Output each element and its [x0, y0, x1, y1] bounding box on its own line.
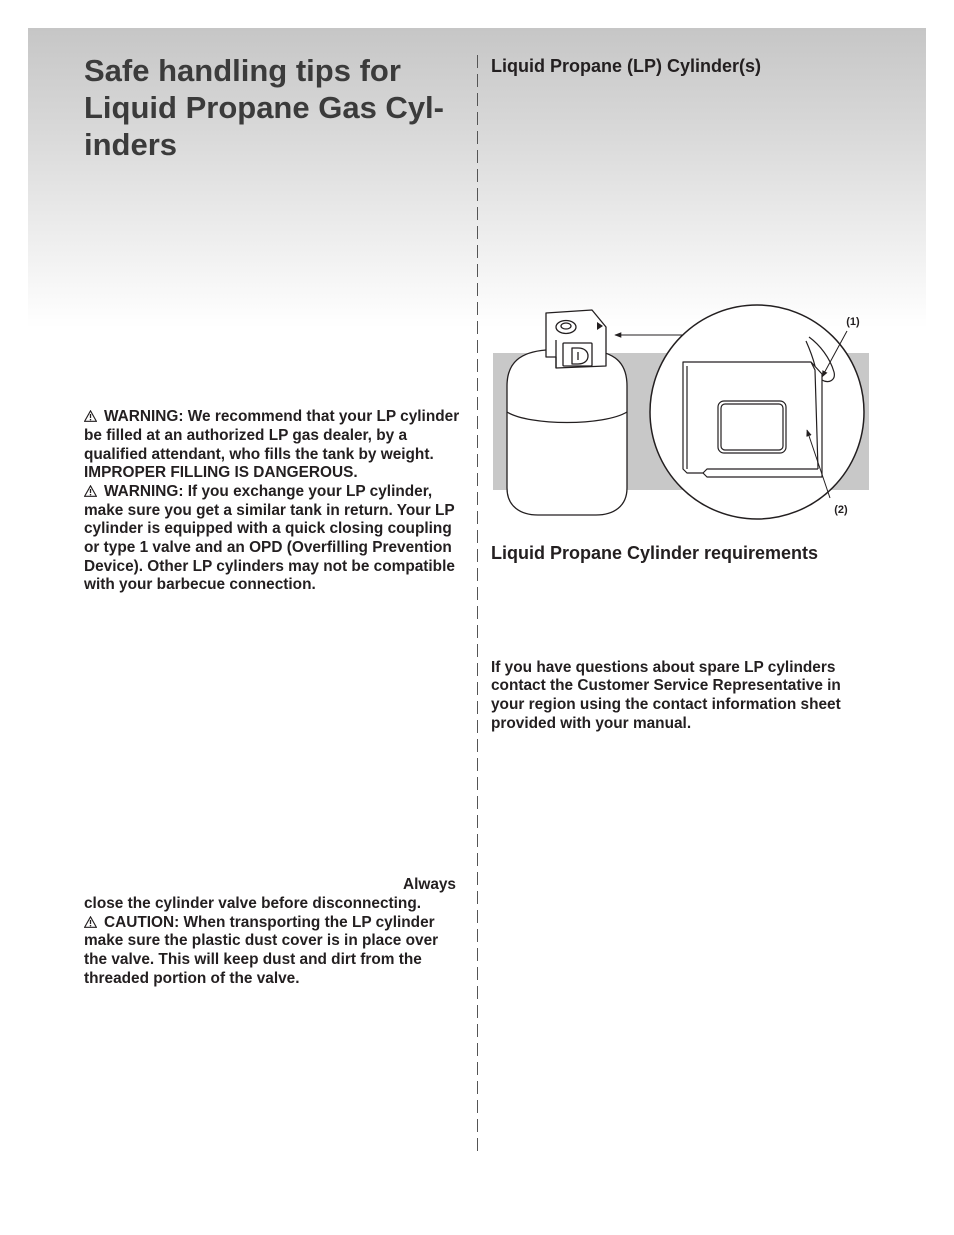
caution-line [84, 914, 456, 933]
warning-icon [84, 410, 97, 422]
warning-line: IMPROPER FILLING IS DANGEROUS. [84, 464, 358, 482]
magnified-window [718, 401, 786, 453]
note-line: provided with your manual. [491, 714, 692, 732]
spare-cylinders-note [491, 659, 861, 734]
note-line: If you have questions about spare LP cylinders [491, 658, 836, 676]
page-title-line: Liquid Propane Gas Cyl- [84, 90, 444, 125]
warning-text: WARNING: We recommend that your LP cylinder [104, 408, 460, 426]
lp-cylinder-figure [490, 300, 880, 525]
warning-line: be filled at an authorized LP gas dealer, by a [84, 426, 408, 444]
warning-icon [84, 916, 97, 928]
page-title [84, 52, 444, 163]
column-divider [476, 55, 479, 1151]
warnings-block [84, 408, 464, 595]
warning-line: with your barbecue connection. [84, 576, 316, 594]
requirements-heading: Liquid Propane Cylinder requirements [491, 543, 819, 563]
caution-text: CAUTION: When transporting the LP cylinder [104, 913, 435, 931]
valve-knob-inner [561, 323, 571, 329]
page-title-line: inders [84, 127, 178, 162]
disconnect-line: close the cylinder valve before disconnecting. [84, 894, 421, 912]
caution-line: threaded portion of the valve. [84, 969, 300, 987]
warning-line [84, 483, 464, 502]
cylinders-heading: Liquid Propane (LP) Cylinder(s) [491, 56, 762, 76]
warning-line [84, 408, 464, 427]
callout-2-label: (2) [834, 504, 848, 516]
warning-line: Device). Other LP cylinders may not be compatible [84, 557, 455, 575]
page-title-line: Safe handling tips for [84, 53, 401, 88]
caution-line: make sure the plastic dust cover is in place over [84, 932, 439, 950]
disconnect-line: Always [402, 876, 456, 894]
cylinder-body [507, 350, 627, 515]
callout-1-label: (1) [846, 316, 860, 328]
warning-line: make sure you get a similar tank in return. Your LP [84, 501, 455, 519]
lp-cylinder-drawing [507, 310, 627, 515]
warning-line: or type 1 valve and an OPD (Overfilling Prevention [84, 539, 452, 557]
note-line: contact the Customer Service Representative in [491, 677, 841, 695]
disconnect-caution-block [84, 876, 456, 988]
note-line: your region using the contact information sheet [491, 696, 841, 714]
caution-line: the valve. This will keep dust and dirt from the [84, 951, 422, 969]
warning-text: WARNING: If you exchange your LP cylinder, [104, 483, 433, 501]
warning-icon [84, 485, 97, 497]
warning-line: cylinder is equipped with a quick closing coupling [84, 520, 452, 538]
warning-line: qualified attendant, who fills the tank by weight. [84, 445, 434, 463]
